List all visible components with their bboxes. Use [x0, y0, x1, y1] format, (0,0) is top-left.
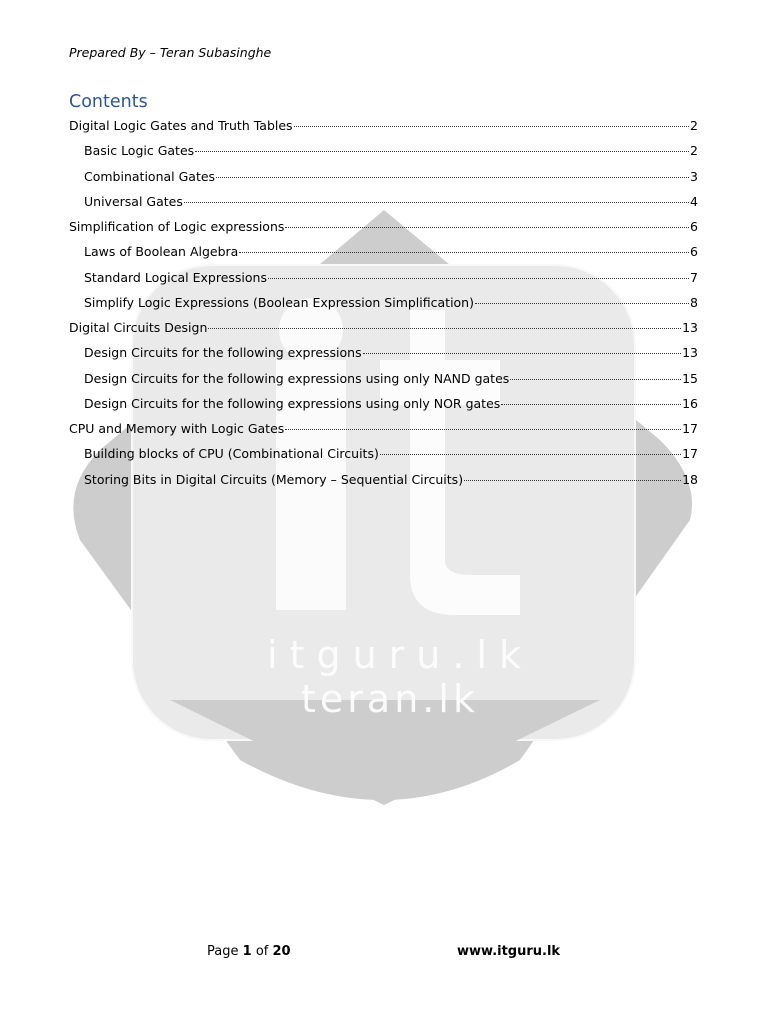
toc-entry-title: Simplify Logic Expressions (Boolean Expression Simplification): [84, 294, 474, 310]
toc-dot-leader: [501, 404, 681, 405]
toc-dot-leader: [184, 202, 689, 203]
toc-entry-title: Design Circuits for the following expressions using only NAND gates: [84, 370, 510, 386]
toc-entry-title: Digital Circuits Design: [69, 320, 208, 335]
toc-entry[interactable]: [69, 142, 698, 167]
toc-entry[interactable]: [69, 243, 698, 268]
toc-entry-title: Design Circuits for the following expressions: [84, 345, 362, 361]
toc-entry-page: 15: [682, 370, 698, 386]
page-label: Page: [207, 944, 239, 959]
toc-entry[interactable]: [69, 319, 698, 344]
toc-dot-leader: [285, 227, 689, 228]
watermark-text-teran: teran.lk: [301, 677, 479, 721]
toc-entry[interactable]: [69, 420, 698, 445]
watermark-text-itguru: itguru.lk: [266, 633, 534, 677]
page-footer: [0, 944, 768, 964]
toc-entry-title: Storing Bits in Digital Circuits (Memory – Sequential Circuits): [84, 471, 464, 487]
prepared-by-note: Prepared By – Teran Subasinghe: [69, 45, 272, 60]
toc-entry[interactable]: [69, 193, 698, 218]
toc-dot-leader: [464, 480, 681, 481]
toc-dot-leader: [285, 429, 681, 430]
toc-entry-page: 16: [682, 395, 698, 411]
toc-dot-leader: [294, 126, 689, 127]
toc-entry-page: 3: [690, 168, 698, 184]
toc-entry[interactable]: [69, 294, 698, 319]
toc-dot-leader: [380, 454, 681, 455]
toc-entry[interactable]: [69, 218, 698, 243]
toc-entry[interactable]: [69, 269, 698, 294]
toc-entry-title: Digital Logic Gates and Truth Tables: [69, 118, 293, 133]
page-of-label: of: [255, 944, 269, 959]
toc-entry-page: 6: [690, 244, 698, 260]
toc-entry-title: Standard Logical Expressions: [84, 269, 267, 285]
toc-entry[interactable]: [69, 471, 698, 496]
toc-entry-title: Design Circuits for the following expressions using only NOR gates: [84, 395, 501, 411]
toc-dot-leader: [510, 379, 681, 380]
toc-entry-title: Building blocks of CPU (Combinational Circuits): [84, 446, 379, 462]
toc-entry-title: Combinational Gates: [84, 168, 216, 184]
toc-entry[interactable]: [69, 370, 698, 395]
toc-entry-page: 2: [690, 118, 698, 133]
toc-dot-leader: [216, 177, 689, 178]
toc-heading: Contents: [69, 92, 148, 112]
toc-dot-leader: [268, 278, 689, 279]
toc-entry-title: Simplification of Logic expressions: [69, 219, 285, 234]
page-total: 20: [272, 944, 291, 959]
toc-entry-page: 18: [682, 471, 698, 487]
table-of-contents: [69, 117, 698, 496]
toc-entry-page: 13: [682, 345, 698, 361]
toc-dot-leader: [475, 303, 689, 304]
page-number: [207, 944, 291, 959]
toc-entry-title: Basic Logic Gates: [84, 143, 195, 159]
toc-entry-page: 4: [690, 193, 698, 209]
toc-dot-leader: [195, 151, 689, 152]
toc-entry-page: 13: [682, 320, 698, 335]
toc-dot-leader: [239, 252, 689, 253]
toc-entry-page: 8: [690, 294, 698, 310]
toc-entry-page: 7: [690, 269, 698, 285]
toc-entry[interactable]: [69, 445, 698, 470]
website-link[interactable]: www.itguru.lk: [457, 944, 561, 959]
toc-entry-title: Universal Gates: [84, 193, 183, 209]
toc-entry-page: 17: [682, 421, 698, 436]
toc-entry-title: Laws of Boolean Algebra: [84, 244, 239, 260]
page-current: 1: [242, 944, 252, 959]
toc-entry[interactable]: [69, 117, 698, 142]
toc-entry[interactable]: [69, 168, 698, 193]
toc-entry[interactable]: [69, 395, 698, 420]
toc-entry-page: 17: [682, 446, 698, 462]
toc-dot-leader: [363, 353, 681, 354]
toc-entry-page: 2: [690, 143, 698, 159]
toc-entry[interactable]: [69, 344, 698, 369]
toc-entry-title: CPU and Memory with Logic Gates: [69, 421, 285, 436]
toc-entry-page: 6: [690, 219, 698, 234]
toc-dot-leader: [208, 328, 681, 329]
